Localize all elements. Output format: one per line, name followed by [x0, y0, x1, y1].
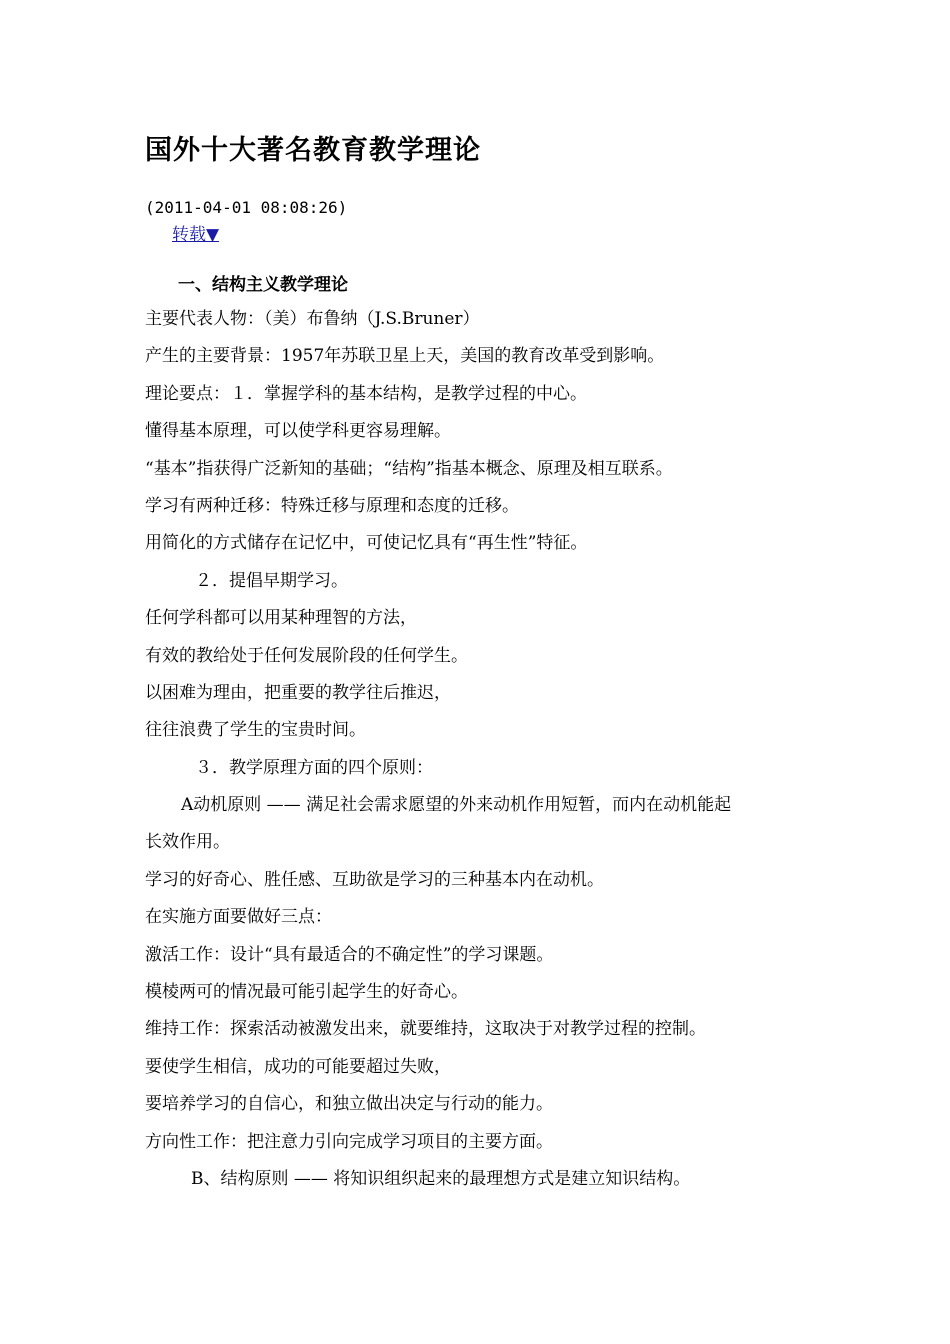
body-line: 模棱两可的情况最可能引起学生的好奇心。 [145, 982, 468, 1003]
body-line: 要使学生相信，成功的可能要超过失败， [145, 1056, 451, 1077]
body-line: 在实施方面要做好三点： [145, 907, 332, 928]
body-line: 理论要点：１．掌握学科的基本结构，是教学过程的中心。 [145, 383, 587, 404]
repost-link[interactable] [160, 220, 219, 245]
article-title: 国外十大著名教育教学理论 [145, 135, 481, 166]
principle-line: A动机原则 —— 满足社会需求愿望的外来动机作用短暂，而内在动机能起 [181, 795, 732, 816]
body-line: 学习的好奇心、胜任感、互助欲是学习的三种基本内在动机。 [145, 869, 604, 890]
body-line: 主要代表人物：（美）布鲁纳（J.S.Bruner） [145, 309, 480, 329]
body-line: 要培养学习的自信心，和独立做出决定与行动的能力。 [145, 1094, 553, 1115]
body-line: 维持工作：探索活动被激发出来，就要维持，这取决于对教学过程的控制。 [145, 1019, 706, 1040]
body-line: 以困难为理由，把重要的教学往后推迟， [145, 682, 451, 703]
body-line: 往往浪费了学生的宝贵时间。 [145, 720, 366, 741]
principle-line: B、结构原则 —— 将知识组织起来的最理想方式是建立知识结构。 [191, 1168, 691, 1189]
body-line: 懂得基本原理，可以使学科更容易理解。 [145, 421, 451, 442]
body-line: 产生的主要背景：1957年苏联卫星上天，美国的教育改革受到影响。 [145, 346, 665, 367]
body-line: 任何学科都可以用某种理智的方法， [145, 608, 417, 629]
body-line: “基本”指获得广泛新知的基础；“结构”指基本概念、原理及相互联系。 [145, 458, 673, 479]
point-heading: ２．提倡早期学习。 [195, 570, 348, 591]
post-timestamp: (2011-04-01 08:08:26) [145, 198, 348, 217]
body-line: 激活工作：设计“具有最适合的不确定性”的学习课题。 [145, 944, 554, 965]
repost-label[interactable]: 转载▼ [172, 225, 220, 245]
article-body [145, 306, 825, 1203]
point-heading: ３．教学原理方面的四个原则： [195, 757, 433, 778]
body-line: 长效作用。 [145, 832, 230, 853]
section-heading: 一、结构主义教学理论 [178, 275, 348, 295]
body-line: 有效的教给处于任何发展阶段的任何学生。 [145, 645, 468, 666]
body-line: 学习有两种迁移：特殊迁移与原理和态度的迁移。 [145, 495, 519, 516]
body-line: 用简化的方式储存在记忆中，可使记忆具有“再生性”特征。 [145, 533, 588, 554]
body-line: 方向性工作：把注意力引向完成学习项目的主要方面。 [145, 1131, 553, 1152]
